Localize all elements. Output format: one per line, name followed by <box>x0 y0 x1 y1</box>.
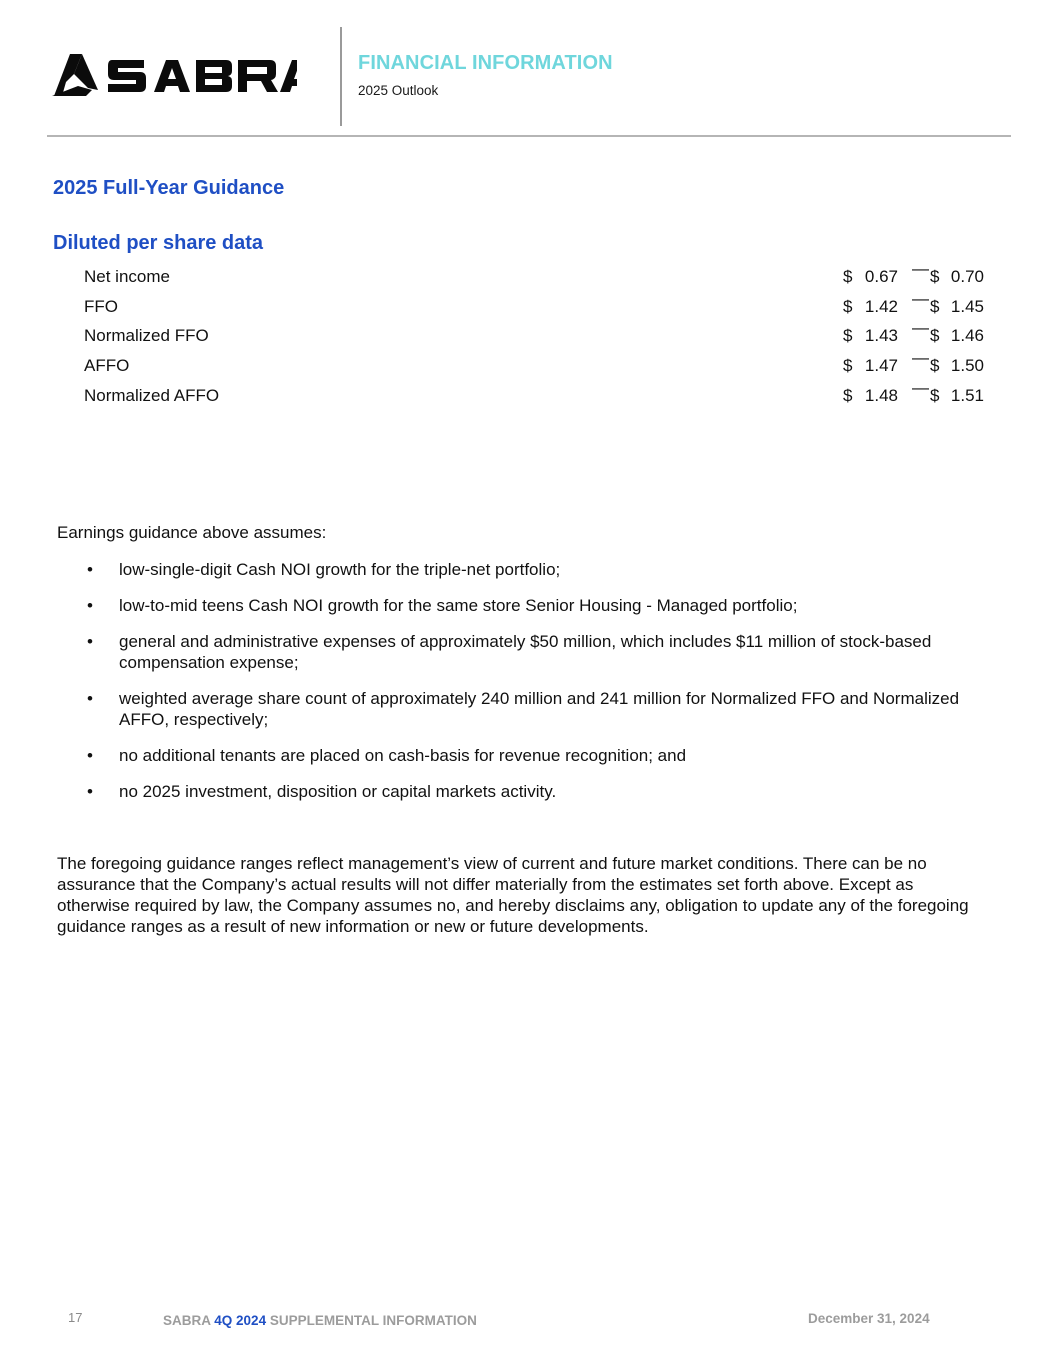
list-item <box>84 745 984 766</box>
low-value: 0.67 <box>864 267 898 286</box>
high-value: 1.51 <box>950 386 984 405</box>
page-number: 17 <box>68 1310 83 1325</box>
high-value: 1.46 <box>950 326 984 345</box>
range-dash: — <box>912 289 929 308</box>
row-label: AFFO <box>84 356 130 375</box>
list-item <box>84 631 984 673</box>
range-dash: — <box>912 378 929 397</box>
currency-symbol: $ <box>843 356 853 375</box>
currency-symbol: $ <box>930 326 940 345</box>
low-value: 1.47 <box>864 356 898 375</box>
low-value: 1.43 <box>864 326 898 345</box>
list-item <box>84 781 984 802</box>
guidance-row <box>84 259 984 291</box>
list-item-text: low-to-mid teens Cash NOI growth for the same store Senior Housing - Managed portfolio; <box>119 596 798 615</box>
sabra-logo <box>52 52 297 98</box>
list-item-text: weighted average share count of approximately 240 million and 241 million for Normalized FFO and Normalized AFFO, respectively; <box>119 689 960 729</box>
range-dash: — <box>912 348 929 367</box>
footer-period: 4Q 2024 <box>214 1313 267 1328</box>
currency-symbol: $ <box>930 297 940 316</box>
row-label: Normalized AFFO <box>84 386 220 405</box>
range-dash: — <box>912 318 929 337</box>
currency-symbol: $ <box>930 267 940 286</box>
section-subtitle: 2025 Outlook <box>358 83 439 98</box>
list-item <box>84 688 984 730</box>
high-value: 0.70 <box>950 267 984 286</box>
header-rule <box>47 135 1011 137</box>
currency-symbol: $ <box>843 386 853 405</box>
disclaimer-paragraph: The foregoing guidance ranges reflect management’s view of current and future market conditions. There can be no assurance that the Company’s actual results will not differ materially from the estimates set forth above. Except as otherwise required by law, the Company assumes no, and hereby disclaims any, obligation to update any of the foregoing guidance ranges as a result of new information or new or future developments. <box>57 854 969 936</box>
row-label: Normalized FFO <box>84 326 209 345</box>
bullet-icon: • <box>87 596 93 615</box>
bullet-icon: • <box>87 632 93 651</box>
range-dash: — <box>912 259 929 278</box>
bullet-icon: • <box>87 560 93 579</box>
high-value: 1.50 <box>950 356 984 375</box>
low-value: 1.42 <box>864 297 898 316</box>
list-item-text: general and administrative expenses of approximately $50 million, which includes $11 million of stock-based compensation expense; <box>119 632 932 672</box>
guidance-row <box>84 289 984 321</box>
footer-brand: SABRA <box>163 1313 211 1328</box>
low-value: 1.48 <box>864 386 898 405</box>
guidance-subtitle: Diluted per share data <box>53 232 264 254</box>
currency-symbol: $ <box>930 386 940 405</box>
bullet-icon: • <box>87 746 93 765</box>
currency-symbol: $ <box>930 356 940 375</box>
list-item <box>84 559 984 580</box>
currency-symbol: $ <box>843 267 853 286</box>
assumptions-list <box>84 559 984 817</box>
row-label: Net income <box>84 267 170 286</box>
currency-symbol: $ <box>843 326 853 345</box>
bullet-icon: • <box>87 689 93 708</box>
list-item-text: no 2025 investment, disposition or capital markets activity. <box>119 782 557 801</box>
assumptions-intro: Earnings guidance above assumes: <box>57 523 327 542</box>
footer-date: December 31, 2024 <box>808 1311 930 1326</box>
footer-label <box>163 1313 477 1328</box>
sabra-logo-graphic <box>52 52 297 98</box>
guidance-title: 2025 Full-Year Guidance <box>53 177 285 199</box>
bullet-icon: • <box>87 782 93 801</box>
high-value: 1.45 <box>950 297 984 316</box>
currency-symbol: $ <box>843 297 853 316</box>
guidance-row <box>84 378 984 410</box>
header-divider <box>340 27 342 126</box>
list-item <box>84 595 984 616</box>
footer-text: SUPPLEMENTAL INFORMATION <box>269 1313 477 1328</box>
guidance-row <box>84 348 984 380</box>
section-title: FINANCIAL INFORMATION <box>358 52 613 74</box>
list-item-text: low-single-digit Cash NOI growth for the triple-net portfolio; <box>119 560 561 579</box>
row-label: FFO <box>84 297 118 316</box>
list-item-text: no additional tenants are placed on cash-basis for revenue recognition; and <box>119 746 687 765</box>
guidance-row <box>84 318 984 350</box>
